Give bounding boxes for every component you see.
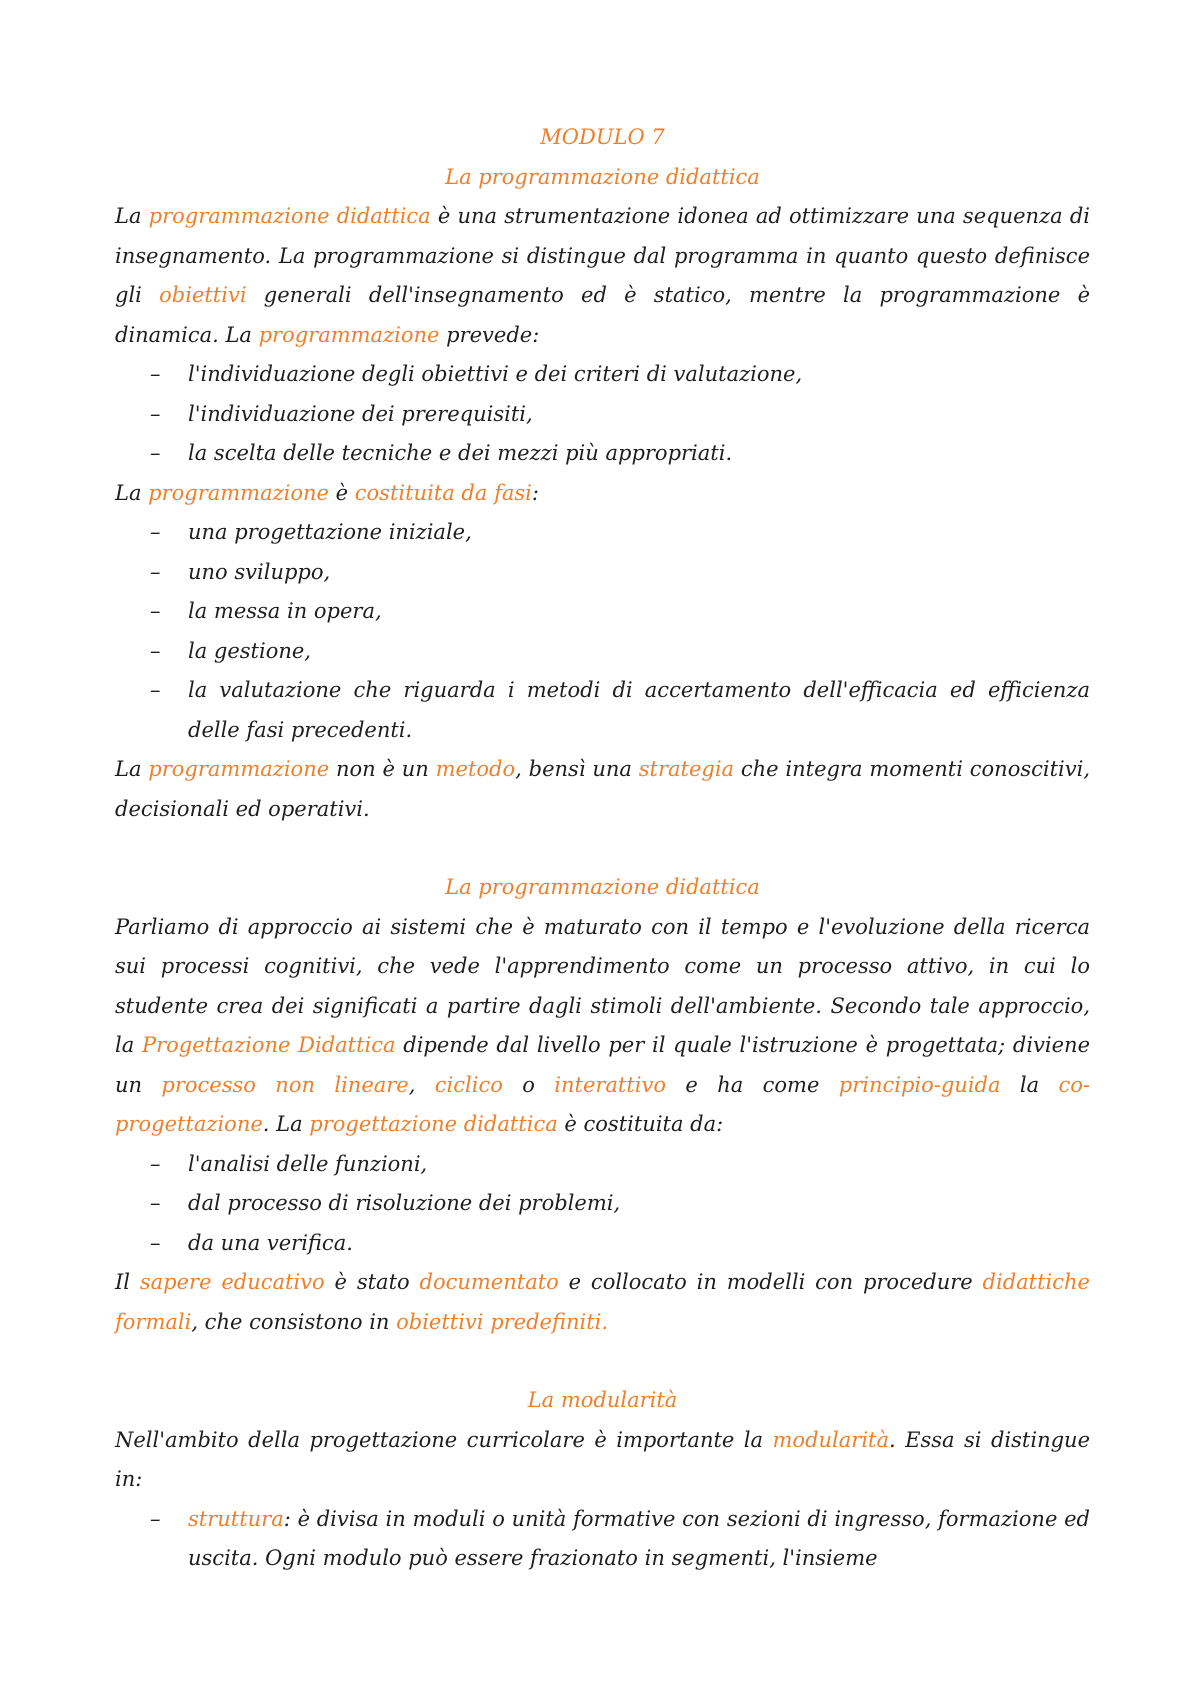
highlighted-term: Progettazione Didattica (141, 1033, 396, 1057)
text-run: . La (262, 1112, 310, 1136)
highlighted-term: co-progettazione (115, 1072, 1090, 1136)
dash-bullet-icon: – (150, 1151, 161, 1176)
paragraph (115, 474, 1090, 514)
paragraph (115, 1263, 1090, 1342)
text-run: dal processo di risoluzione dei problemi, (188, 1191, 621, 1215)
paragraph (115, 908, 1090, 1145)
paragraph (115, 750, 1090, 829)
highlighted-term: interattivo (554, 1072, 667, 1097)
dash-bullet-icon: – (150, 599, 161, 623)
text-run: è costituita da: (557, 1112, 724, 1136)
list-item (115, 1500, 1090, 1579)
bullet-list (115, 1145, 1090, 1264)
section-title: La programmazione didattica (445, 164, 760, 189)
text-run: la gestione, (188, 638, 311, 663)
highlighted-term: sapere educativo (139, 1270, 325, 1294)
highlighted-term: modularità (772, 1427, 889, 1452)
list-item (115, 671, 1090, 750)
highlighted-term: obiettivi predefiniti. (396, 1309, 609, 1334)
dash-bullet-icon: – (150, 362, 161, 386)
highlighted-term: programmazione (148, 480, 329, 505)
text-run: l'analisi delle funzioni, (188, 1151, 428, 1176)
paragraph (115, 1421, 1090, 1500)
highlighted-term: programmazione didattica (148, 204, 431, 228)
text-run: l'individuazione dei prerequisiti, (188, 401, 533, 426)
text-run: , che consistono in (191, 1309, 397, 1334)
text-run: e collocato in modelli con procedure (558, 1270, 983, 1294)
text-run: da una verifica. (188, 1230, 353, 1255)
text-run: dipende dal livello per il quale l'istruzione è progettata; diviene un (115, 1033, 1090, 1097)
text-run: uno sviluppo, (188, 559, 331, 584)
text-run: è (329, 480, 355, 505)
section-spacer (115, 829, 1090, 868)
text-run: la valutazione che riguarda i metodi di accertamento dell'efficacia ed efficienza delle fasi precedenti. (188, 678, 1090, 742)
highlighted-term: programmazione (258, 322, 440, 347)
list-item (115, 395, 1090, 435)
list-item (115, 592, 1090, 632)
text-run: e ha come (666, 1072, 839, 1097)
section-title: La modularità (527, 1388, 678, 1412)
text-run: : (531, 480, 539, 505)
list-item (115, 434, 1090, 474)
text-run: prevede: (439, 322, 540, 347)
text-run: non è un (329, 757, 436, 781)
dash-bullet-icon: – (150, 638, 161, 663)
list-item (115, 1184, 1090, 1224)
dash-bullet-icon: – (150, 401, 161, 426)
text-run: la messa in opera, (188, 599, 382, 623)
document-page (115, 118, 1090, 1579)
text-run: che integra momenti conoscitivi, decisionali ed operativi. (115, 757, 1091, 821)
highlighted-term: strategia (638, 757, 735, 781)
text-run: generali dell'insegnamento ed è statico, mentre la programmazione è dinamica. La (115, 283, 1090, 347)
text-run: : è divisa in moduli o unità formative con sezioni di ingresso, formazione ed uscita. Ogni modulo può essere frazionato in segmenti, l'insieme (188, 1506, 1090, 1570)
text-run: l'individuazione degli obiettivi e dei criteri di valutazione, (188, 362, 803, 386)
text-run: . Essa si distingue in: (115, 1427, 1090, 1491)
bullet-list (115, 513, 1090, 750)
paragraph (115, 197, 1090, 355)
bullet-list (115, 355, 1090, 474)
dash-bullet-icon: – (150, 441, 161, 465)
dash-bullet-icon: – (150, 520, 161, 544)
section-spacer (115, 1342, 1090, 1381)
text-run: La (115, 480, 149, 505)
text-run: Nell'ambito della progettazione curricolare è importante la (115, 1427, 773, 1452)
text-run: Parliamo di approccio ai sistemi che è maturato con il tempo e l'evoluzione della ricerca sui processi cognitivi, che vede l'apprendimento come un processo attivo, in cui lo studente crea dei significati a partire dagli stimoli dell'ambiente. Secondo tale approccio, la (115, 914, 1090, 1057)
dash-bullet-icon: – (150, 559, 161, 584)
list-item (115, 1145, 1090, 1185)
section-title: La programmazione didattica (445, 875, 760, 899)
bullet-list (115, 1500, 1090, 1579)
dash-bullet-icon: – (150, 1230, 161, 1255)
highlighted-term: metodo (435, 757, 516, 781)
highlighted-term: progettazione didattica (309, 1112, 558, 1136)
highlighted-term: programmazione (148, 757, 330, 781)
highlighted-term: struttura (188, 1506, 284, 1531)
highlighted-term: ciclico (434, 1072, 503, 1097)
highlighted-term: obiettivi (159, 283, 247, 307)
list-item (115, 355, 1090, 395)
highlighted-term: costituita da fasi (354, 480, 532, 505)
text-run: è stato (324, 1270, 420, 1294)
text-run: una progettazione iniziale, (188, 520, 472, 544)
dash-bullet-icon: – (150, 678, 161, 702)
module-heading: MODULO 7 (540, 125, 665, 149)
text-run: Il (115, 1270, 140, 1294)
highlighted-term: didattiche formali (115, 1270, 1090, 1334)
text-run: , bensì una (515, 757, 639, 781)
text-run: la scelta delle tecniche e dei mezzi più appropriati. (188, 441, 733, 465)
highlighted-term: principio-guida (838, 1072, 1001, 1097)
dash-bullet-icon: – (150, 1191, 161, 1215)
list-item (115, 1224, 1090, 1264)
text-run: La (115, 757, 149, 781)
highlighted-term: processo non lineare (161, 1072, 409, 1097)
text-run: la (1000, 1072, 1059, 1097)
list-item (115, 632, 1090, 672)
dash-bullet-icon: – (150, 1506, 161, 1531)
text-run: è una strumentazione idonea ad ottimizzare una sequenza di insegnamento. La programmazione si distingue dal programma in quanto questo definisce gli (115, 204, 1090, 307)
text-run: La (115, 204, 149, 228)
text-run: , (408, 1072, 435, 1097)
list-item (115, 513, 1090, 553)
text-run: o (502, 1072, 555, 1097)
highlighted-term: documentato (419, 1270, 559, 1294)
list-item (115, 553, 1090, 593)
